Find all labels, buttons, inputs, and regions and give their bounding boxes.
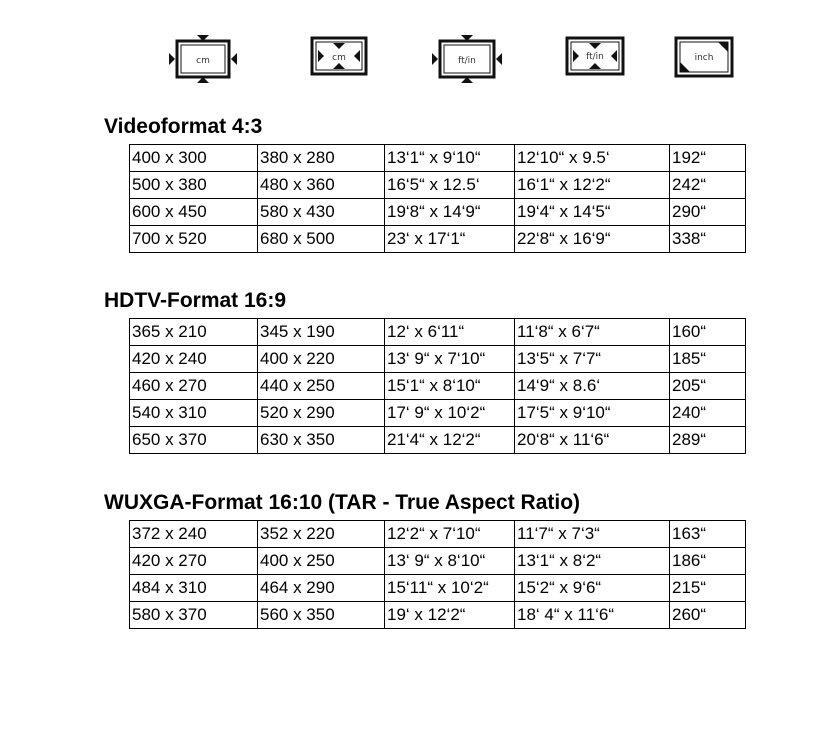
table-cell: 163“ [670,521,746,548]
icon-label: ft/in [586,52,604,62]
table-cell: 240“ [670,400,746,427]
table-cell: 12‘ x 6‘11“ [385,319,515,346]
size-table-hdtv [129,318,746,454]
icon-label: inch [694,53,714,63]
table-row [130,199,746,226]
table-cell: 372 x 240 [130,521,258,548]
table-cell: 11‘8“ x 6‘7“ [515,319,670,346]
table-cell: 14‘9“ x 8.6‘ [515,373,670,400]
table-cell: 242“ [670,172,746,199]
cm-outward-arrows-icon [166,32,240,88]
table-cell: 464 x 290 [258,575,385,602]
section-title-hdtv: HDTV-Format 16:9 [104,289,287,312]
inch-diagonal-icon [673,32,735,82]
table-cell: 192“ [670,145,746,172]
table-cell: 460 x 270 [130,373,258,400]
table-cell: 15‘2“ x 9‘6“ [515,575,670,602]
table-cell: 20‘8“ x 11‘6“ [515,427,670,454]
table-cell: 400 x 250 [258,548,385,575]
table-cell: 289“ [670,427,746,454]
icon-label: cm [332,53,346,63]
table-row [130,575,746,602]
icon-label: ft/in [458,56,476,66]
table-row [130,427,746,454]
table-row [130,373,746,400]
table-cell: 420 x 240 [130,346,258,373]
table-cell: 338“ [670,226,746,253]
table-cell: 21‘4“ x 12‘2“ [385,427,515,454]
table-cell: 19‘ x 12‘2“ [385,602,515,629]
table-cell: 365 x 210 [130,319,258,346]
table-cell: 205“ [670,373,746,400]
ftin-inward-arrows-icon [564,32,626,82]
table-cell: 13‘5“ x 7‘7“ [515,346,670,373]
table-row [130,172,746,199]
table-cell: 160“ [670,319,746,346]
table-cell: 13‘1“ x 9‘10“ [385,145,515,172]
table-cell: 650 x 370 [130,427,258,454]
unit-icon-row [0,32,840,92]
cm-inward-arrows-icon [309,32,369,82]
table-cell: 352 x 220 [258,521,385,548]
table-cell: 18‘ 4“ x 11‘6“ [515,602,670,629]
table-cell: 22‘8“ x 16‘9“ [515,226,670,253]
table-cell: 215“ [670,575,746,602]
table-cell: 16‘5“ x 12.5‘ [385,172,515,199]
table-cell: 700 x 520 [130,226,258,253]
table-cell: 16‘1“ x 12‘2“ [515,172,670,199]
table-cell: 345 x 190 [258,319,385,346]
table-cell: 630 x 350 [258,427,385,454]
table-cell: 12‘10“ x 9.5‘ [515,145,670,172]
table-row [130,145,746,172]
table-row [130,346,746,373]
size-table-videoformat [129,144,746,253]
table-cell: 440 x 250 [258,373,385,400]
table-row [130,226,746,253]
table-cell: 580 x 430 [258,199,385,226]
table-cell: 380 x 280 [258,145,385,172]
section-title-videoformat: Videoformat 4:3 [104,115,263,138]
icon-label: cm [196,56,210,66]
table-cell: 19‘8“ x 14‘9“ [385,199,515,226]
table-cell: 23‘ x 17‘1“ [385,226,515,253]
table-cell: 580 x 370 [130,602,258,629]
table-cell: 400 x 220 [258,346,385,373]
table-cell: 12‘2“ x 7‘10“ [385,521,515,548]
table-row [130,548,746,575]
table-cell: 15‘1“ x 8‘10“ [385,373,515,400]
table-cell: 480 x 360 [258,172,385,199]
table-cell: 186“ [670,548,746,575]
table-row [130,602,746,629]
ftin-outward-arrows-icon [429,32,505,88]
table-cell: 19‘4“ x 14‘5“ [515,199,670,226]
table-cell: 560 x 350 [258,602,385,629]
table-cell: 400 x 300 [130,145,258,172]
table-cell: 680 x 500 [258,226,385,253]
table-cell: 290“ [670,199,746,226]
size-table-wuxga [129,520,746,629]
table-cell: 15‘11“ x 10‘2“ [385,575,515,602]
table-row [130,400,746,427]
table-cell: 420 x 270 [130,548,258,575]
table-cell: 600 x 450 [130,199,258,226]
table-cell: 260“ [670,602,746,629]
table-cell: 11‘7“ x 7‘3“ [515,521,670,548]
table-cell: 484 x 310 [130,575,258,602]
table-cell: 17‘ 9“ x 10‘2“ [385,400,515,427]
table-cell: 13‘ 9“ x 7‘10“ [385,346,515,373]
section-title-wuxga: WUXGA-Format 16:10 (TAR - True Aspect Ratio) [104,491,581,514]
table-row [130,521,746,548]
table-cell: 540 x 310 [130,400,258,427]
table-cell: 520 x 290 [258,400,385,427]
table-cell: 13‘1“ x 8‘2“ [515,548,670,575]
table-cell: 17‘5“ x 9‘10“ [515,400,670,427]
table-row [130,319,746,346]
table-cell: 13‘ 9“ x 8‘10“ [385,548,515,575]
table-cell: 500 x 380 [130,172,258,199]
table-cell: 185“ [670,346,746,373]
